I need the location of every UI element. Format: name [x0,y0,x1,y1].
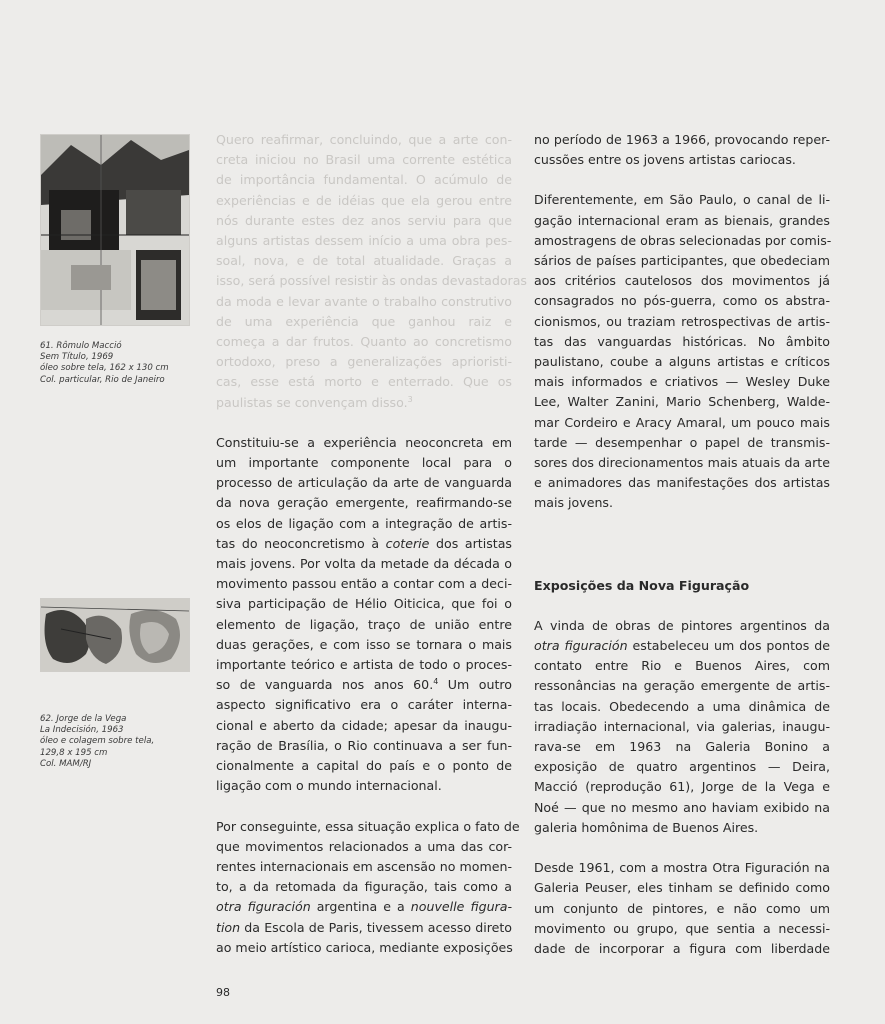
body-paragraph [216,433,512,797]
text-line: aos critérios cautelosos dos movimentos já [534,273,830,289]
caption-line: 61. Rômulo Macció [40,341,122,351]
italic-term: otra figuración [534,638,628,654]
text-line: começa a dar frutos. Quanto ao concretismo [216,334,512,350]
caption-line: óleo sobre tela, 162 x 130 cm [40,363,169,374]
text-line: ração de Brasília, o Rio continuava a ser fun- [216,737,512,753]
text-line: e animadores das manifestações dos artistas [534,475,830,491]
middle-text-column [216,130,527,958]
text-line: ortodoxo, preso a generalizações aprioristi- [216,354,512,370]
text-line: gação internacional eram as bienais, grandes [534,212,830,228]
text-line [216,393,512,413]
quote-paragraph [216,130,527,413]
artwork-image-de-la-vega [40,598,190,672]
text-line: A vinda de obras de pintores argentinos da [534,617,830,633]
body-paragraph [216,817,520,958]
text-line: paulistano, coube a alguns artistas e críticos [534,354,830,370]
text-line: de uma experiência que ganhou raiz e [216,313,512,329]
text-line: dade de incorporar a figura com liberdade [534,940,830,956]
text-line: tas das vanguardas históricas. No âmbito [534,333,830,349]
text-line: cionismos, ou traziam retrospectivas de artis- [534,313,830,329]
caption-line: 62. Jorge de la Vega [40,714,127,724]
text-line: rentes internacionais em ascensão no momen- [216,858,512,874]
text-line: ao meio artístico carioca, mediante exposições [216,939,513,955]
body-paragraph [534,130,830,170]
text-line: importante teórico e artista de todo o proces- [216,657,512,673]
text-line: no período de 1963 a 1966, provocando reper- [534,132,830,147]
caption-line: óleo e colagem sobre tela, [40,736,155,747]
text-line [534,636,830,656]
footnote-ref: 3 [407,394,413,404]
text-segment: Um outro [438,677,512,693]
text-segment: so de vanguarda nos anos 60. [216,677,434,693]
text-line: alguns artistas dessem início a uma obra pes- [216,233,512,249]
text-line: mar Cordeiro e Aracy Amaral, um pouco mais [534,414,830,430]
text-segment: paulistas se convençam disso. [216,394,408,410]
text-line: sores dos direcionamentos mais atuais da arte [534,455,830,471]
caption-line: Col. MAM/RJ [40,758,92,769]
text-segment: dos artistas [429,535,512,551]
text-line: cussões entre os jovens artistas cariocas. [534,152,796,168]
section-heading: Exposições da Nova Figuração [534,577,750,593]
text-line: siva participação de Hélio Oiticica, que foi o [216,596,512,612]
text-line: Diferentemente, em São Paulo, o canal de li- [534,192,830,208]
text-line: exposição de quatro argentinos — Deira, [534,759,830,775]
text-line: ressonâncias na geração emergente de artis- [534,678,830,694]
text-line: Por conseguinte, essa situação explica o fato de [216,818,520,834]
text-line: rava-se em 1963 na Galeria Bonino a [534,739,830,755]
text-line: um conjunto de pintores, e não como um [534,900,830,916]
text-line: Lee, Walter Zanini, Mario Schenberg, Walde- [534,394,830,410]
caption-line: 129,8 x 195 cm [40,747,108,758]
text-line: Noé — que no mesmo ano haviam exibido na [534,799,830,815]
text-line: sários de países participantes, que obedeciam [534,253,830,269]
text-line: de importância fundamental. O acúmulo de [216,172,512,188]
text-line: que movimentos relacionados a uma das cor- [216,838,512,854]
italic-term: coterie [385,535,430,551]
figure-caption-62 [40,714,200,770]
text-line [216,534,512,554]
text-line: elemento de ligação, traço de união entre [216,616,512,632]
text-line: Macció (reprodução 61), Jorge de la Vega e [534,779,830,795]
italic-term: tion [216,919,241,935]
text-line: cionalmente a capital do país e o ponto de [216,758,512,774]
text-line: da nova geração emergente, reafirmando-se [216,495,512,511]
text-line: aspecto significativo era o caráter interna- [216,697,512,713]
text-line: tarde — desempenhar o papel de transmis- [534,434,830,450]
text-line: nós durante estes dez anos serviu para que [216,212,512,228]
figure-caption-61 [40,341,200,386]
text-line: Constituiu-se a experiência neoconcreta em [216,434,512,450]
text-line: processo de articulação da arte de vanguarda [216,475,512,491]
text-line: movimento passou então a contar com a deci- [216,576,512,592]
text-segment: argentina e a [310,899,411,915]
text-segment: estabeleceu um dos pontos de [627,638,830,654]
page-number: 98 [216,986,230,999]
text-line [216,675,512,695]
text-line: to, a da retomada da figuração, tais como a [216,879,512,895]
text-line [216,897,512,917]
text-line: mais jovens. [534,495,613,511]
text-line: mais jovens. Por volta da metade da década o [216,556,512,572]
text-segment: da Escola de Paris, tivessem acesso direto [240,919,512,935]
text-line: soal, nova, e de total atualidade. Graças a [216,253,512,269]
text-line: duas gerações, e com isso se tornara o mais [216,636,512,652]
text-segment: tas do neoconcretismo à [216,535,386,551]
text-line: movimento ou grupo, que sentia a necessi- [534,920,830,936]
text-line: amostragens de obras selecionadas por comis- [534,232,832,248]
caption-line: Sem Título, 1969 [40,352,114,363]
text-line: experiências e de idéias que ela gerou entre [216,192,512,208]
text-line: Galeria Peuser, eles tinham se definido como [534,880,830,896]
text-line: ligação com o mundo internacional. [216,778,442,794]
text-line: um importante componente local para o [216,455,512,471]
text-line: cas, esse está morto e enterrado. Que os [216,374,512,390]
italic-term: nouvelle figura- [410,899,512,915]
italic-term: otra figuración [216,899,311,915]
text-line: os elos de ligação com a integração de artis- [216,515,512,531]
text-line: consagrados no pós-guerra, como os abstra- [534,293,830,309]
text-line: galeria homônima de Buenos Aires. [534,819,759,835]
text-line: isso, será possível resistir às ondas devastadoras [216,273,527,289]
text-line: mais informados e criativos — Wesley Duke [534,374,830,390]
text-line [216,918,512,938]
text-line: creta iniciou no Brasil uma corrente estética [216,152,512,168]
caption-line: La Indecisión, 1963 [40,725,124,736]
right-text-column [534,130,830,959]
text-line: Desde 1961, com a mostra Otra Figuración na [534,860,830,876]
text-line: tas locais. Obedecendo a uma dinâmica de [534,698,830,714]
body-paragraph [534,190,830,513]
footnote-ref: 4 [433,677,439,687]
caption-line: Col. particular, Rio de Janeiro [40,374,165,385]
text-line: irradiação internacional, via galerias, inaugu- [534,718,830,734]
text-line: da moda e levar avante o trabalho construtivo [216,293,512,309]
artwork-image-macció [40,134,190,326]
text-line: cional e aberto da cidade; apesar da inaugu- [216,717,512,733]
text-line: Quero reafirmar, concluindo, que a arte con- [216,132,512,147]
body-paragraph [534,616,830,838]
text-line: contato entre Rio e Buenos Aires, com [534,658,830,674]
body-paragraph [534,858,830,959]
